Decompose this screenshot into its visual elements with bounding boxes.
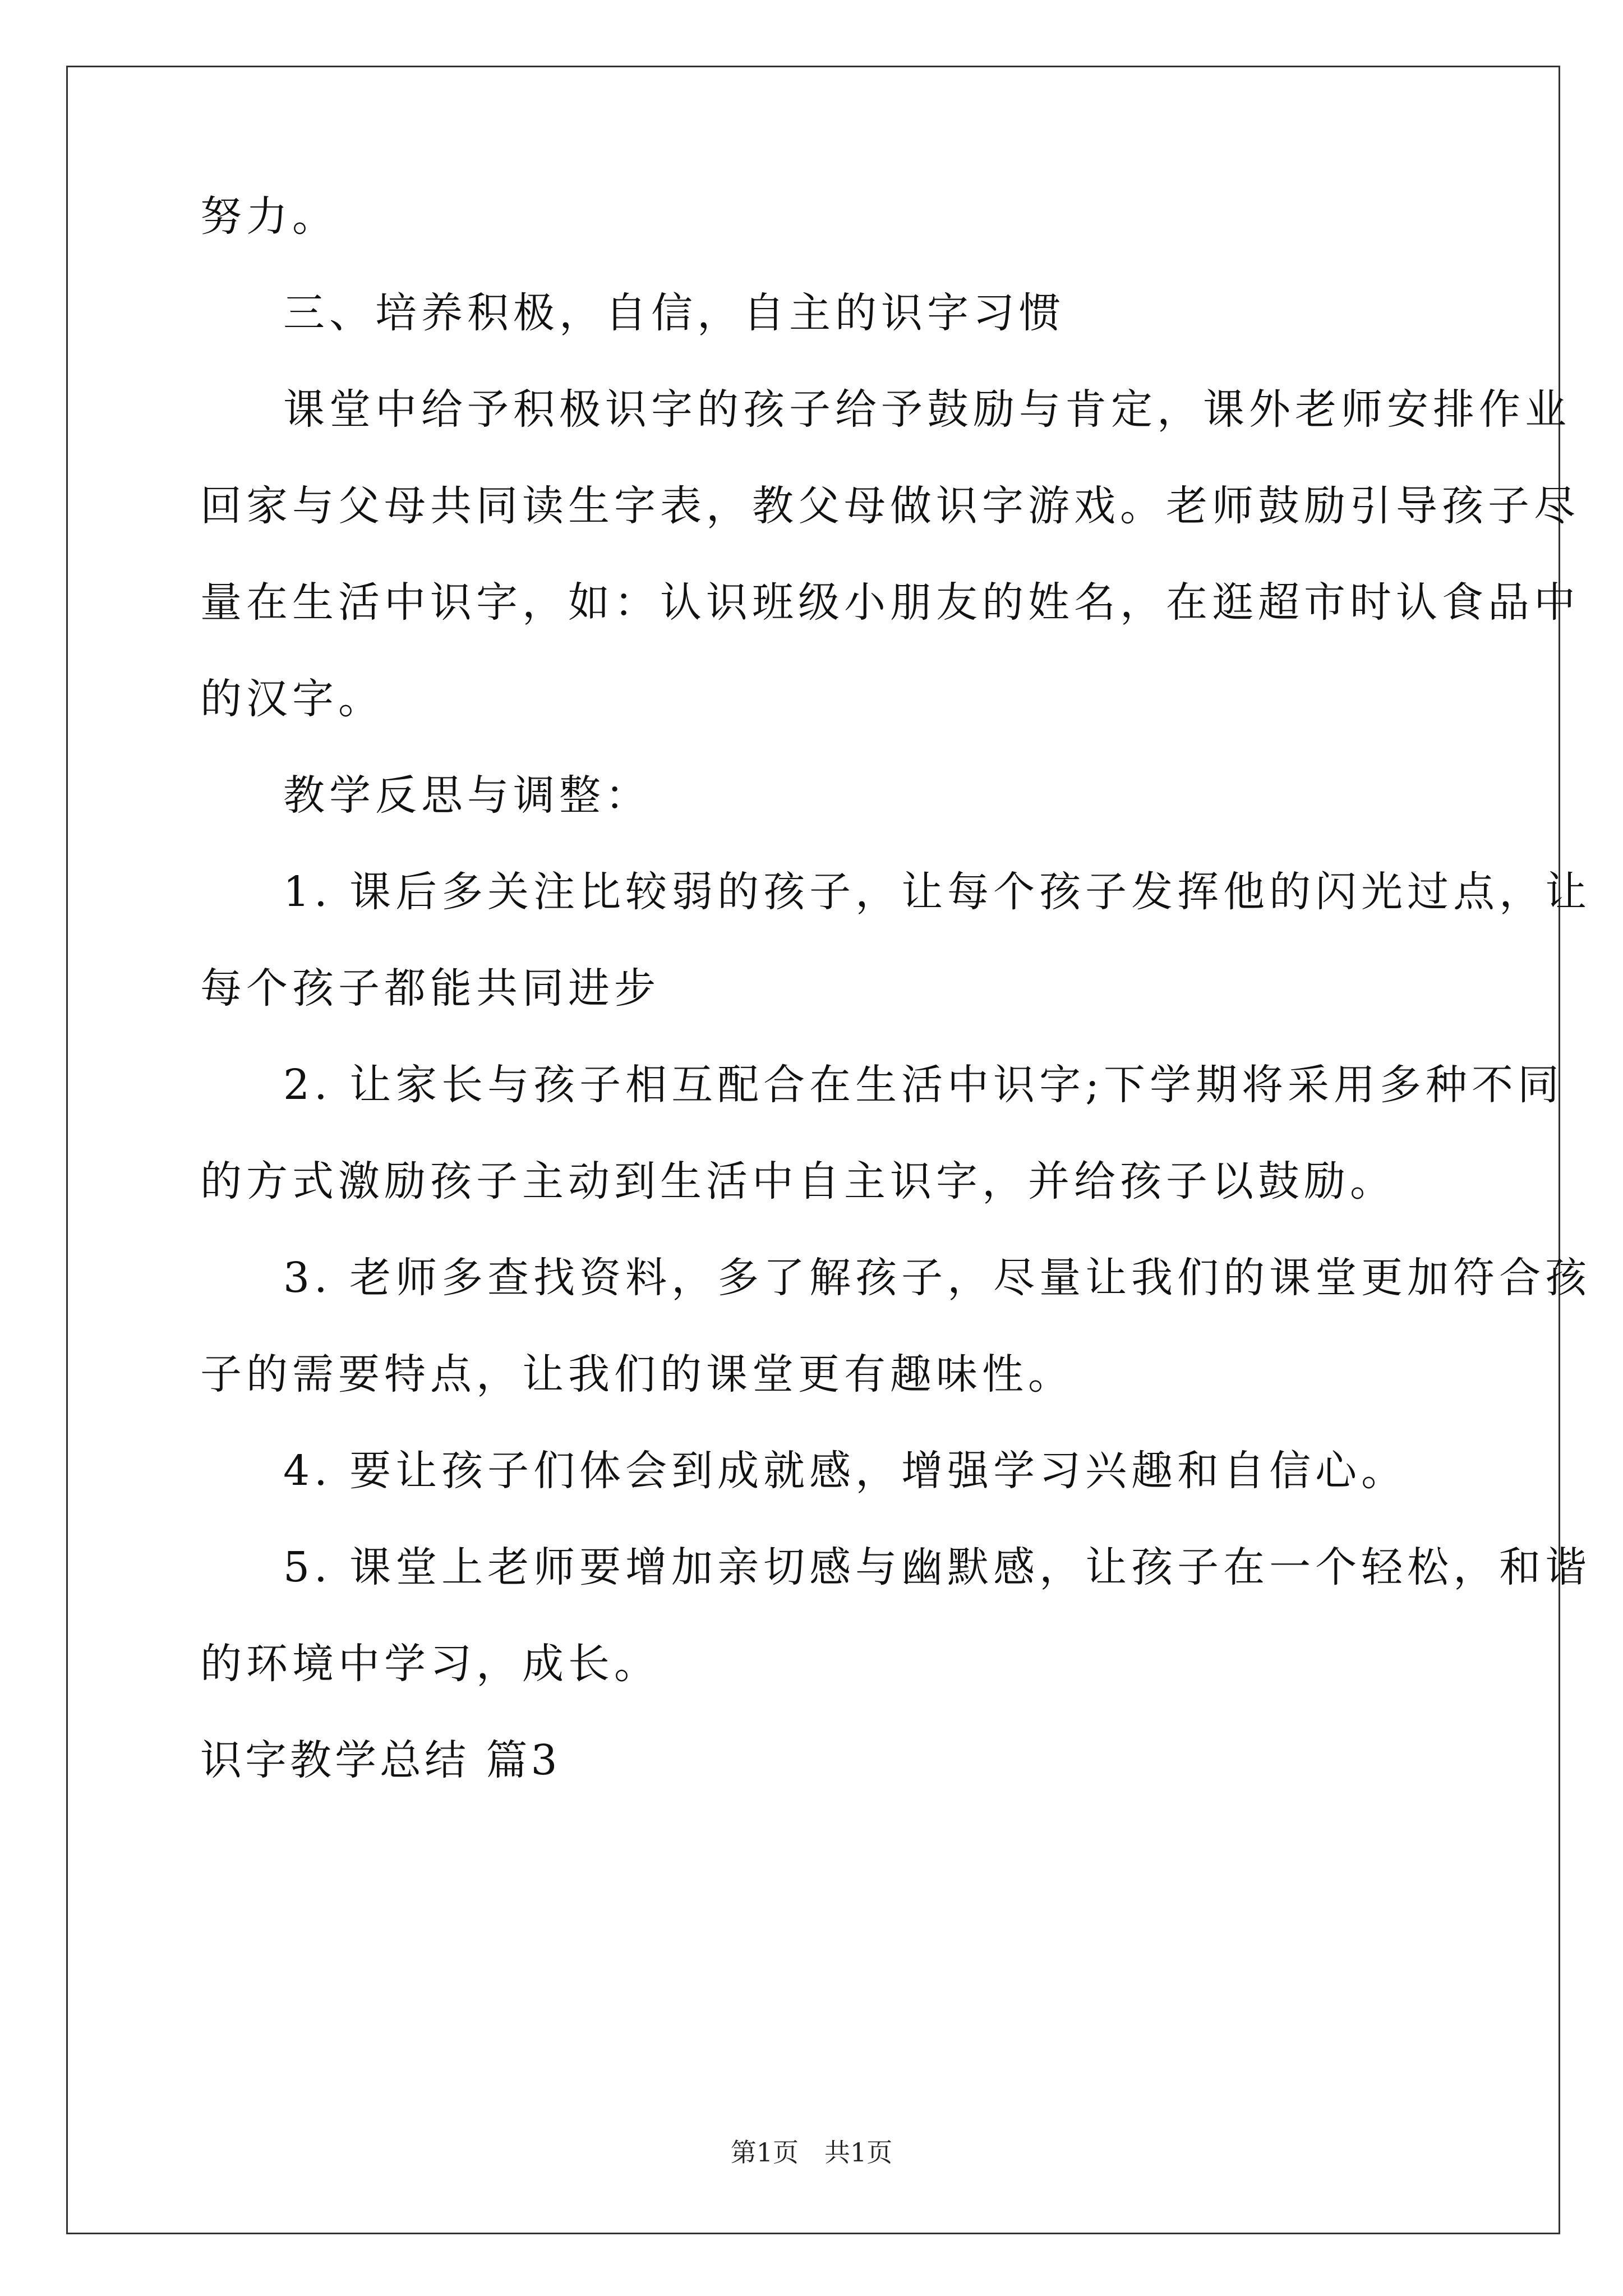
page-total: 共1页 xyxy=(824,2137,893,2168)
paragraph-line: 努力。 xyxy=(200,192,338,241)
document-body xyxy=(200,168,1592,1809)
paragraph-line: 3. 老师多查找资料，多了解孩子，尽量让我们的课堂更加符合孩 xyxy=(283,1254,1592,1302)
section-heading: 识字教学总结 篇3 xyxy=(200,1736,561,1784)
paragraph-line: 课堂中给予积极识字的孩子给予鼓励与肯定，课外老师安排作业 xyxy=(283,385,1571,434)
paragraph-line: 5. 课堂上老师要增加亲切感与幽默感，让孩子在一个轻松，和谐 xyxy=(283,1543,1592,1591)
paragraph-line: 2. 让家长与孩子相互配合在生活中识字;下学期将采用多种不同 xyxy=(283,1061,1564,1109)
paragraph-line: 4. 要让孩子们体会到成就感，增强学习兴趣和自信心。 xyxy=(283,1447,1408,1495)
page-footer xyxy=(0,2136,1623,2169)
paragraph-line: 回家与父母共同读生字表，教父母做识字游戏。老师鼓励引导孩子尽 xyxy=(200,482,1580,530)
page-number: 第1页 xyxy=(730,2137,799,2168)
paragraph-line: 的环境中学习，成长。 xyxy=(200,1640,660,1688)
paragraph-line: 的方式激励孩子主动到生活中自主识字，并给孩子以鼓励。 xyxy=(200,1157,1396,1205)
paragraph-line: 教学反思与调整： xyxy=(283,771,651,820)
paragraph-line: 三、培养积极，自信，自主的识字习惯 xyxy=(283,289,1065,337)
paragraph-line: 的汉字。 xyxy=(200,675,384,723)
paragraph-line: 每个孩子都能共同进步 xyxy=(200,964,660,1013)
paragraph-line: 1. 课后多关注比较弱的孩子，让每个孩子发挥他的闪光过点，让 xyxy=(283,868,1592,916)
paragraph-line: 子的需要特点，让我们的课堂更有趣味性。 xyxy=(200,1350,1074,1398)
paragraph-line: 量在生活中识字，如：认识班级小朋友的姓名，在逛超市时认食品中 xyxy=(200,578,1580,627)
